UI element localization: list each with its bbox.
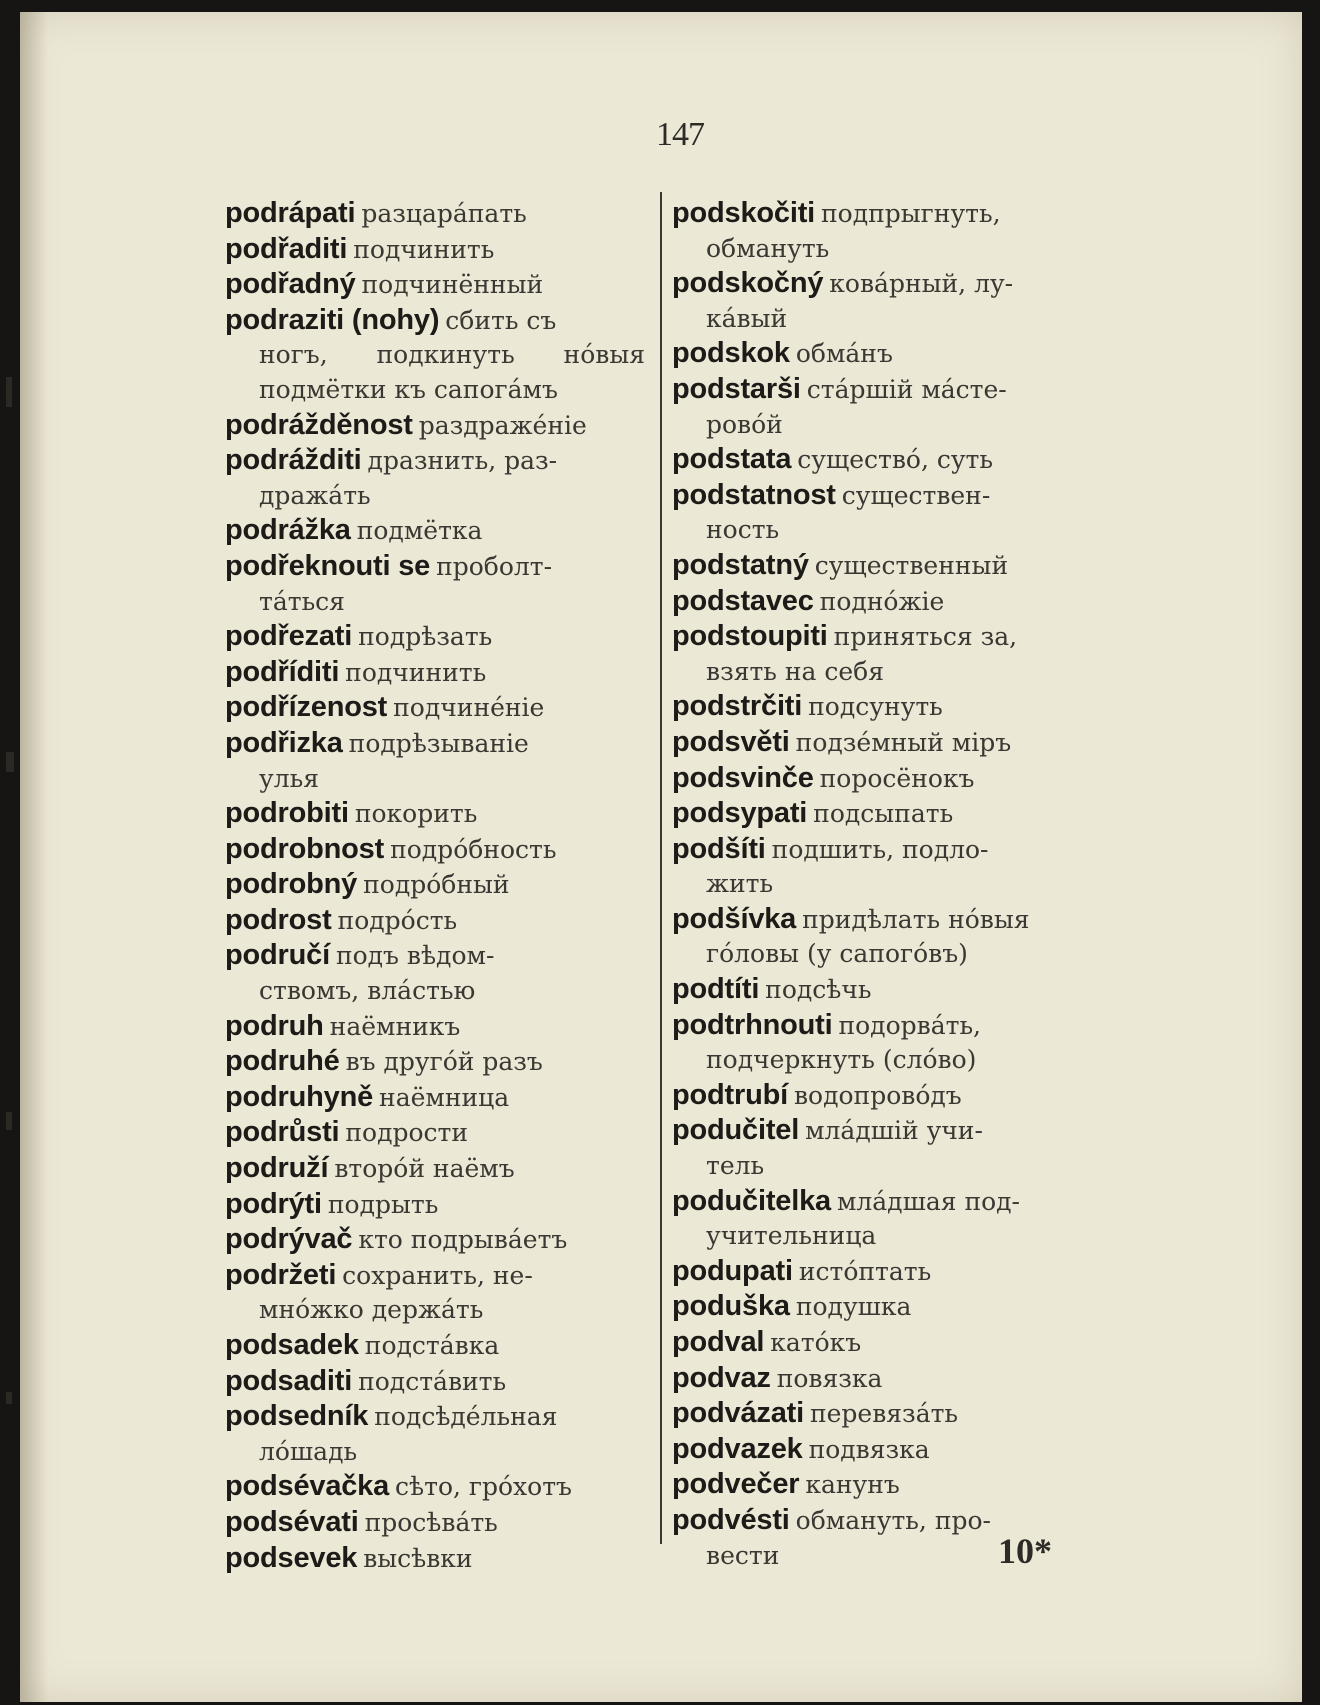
headword: podřaditi — [225, 232, 348, 265]
headword: podstatný — [672, 548, 809, 581]
headword: podřízenost — [225, 691, 388, 724]
translation: подрѣзать — [358, 622, 493, 652]
spine-shadow — [20, 12, 48, 1702]
translation: подрости — [345, 1118, 469, 1148]
dictionary-entry — [672, 584, 1107, 620]
dictionary-entry — [672, 1008, 1107, 1078]
translation: раздражéніе — [418, 410, 587, 440]
dictionary-entry — [225, 1044, 645, 1080]
headword: podrýti — [225, 1187, 322, 1220]
translation: поросёнокъ — [819, 763, 975, 793]
headword: podvázati — [672, 1397, 804, 1430]
dictionary-entry — [225, 655, 645, 691]
headword: podstata — [672, 443, 792, 476]
headword: podšívka — [672, 902, 797, 935]
dictionary-entry — [225, 1115, 645, 1151]
headword: podstatnost — [672, 478, 836, 511]
dictionary-entry — [225, 796, 645, 832]
dictionary-entry — [225, 1328, 645, 1364]
dictionary-entry — [225, 1009, 645, 1045]
headword: podstrčiti — [672, 690, 803, 723]
translation: кто подрывáетъ — [358, 1225, 568, 1255]
dictionary-entry — [225, 549, 645, 619]
headword: poduška — [672, 1290, 790, 1323]
dictionary-entry — [225, 196, 645, 232]
headword: podržeti — [225, 1258, 337, 1291]
translation: перевязáть — [809, 1399, 959, 1429]
headword: podrývač — [225, 1223, 353, 1256]
dictionary-entry — [672, 372, 1107, 442]
margin-mark — [6, 377, 12, 407]
translation: существенный — [814, 550, 1009, 580]
translation: подсунуть — [808, 692, 943, 722]
translation: повязка — [776, 1363, 883, 1393]
headword: podříditi — [225, 655, 340, 688]
dictionary-entry — [225, 867, 645, 903]
translation: подсѣчь — [765, 975, 872, 1005]
translation: млáдшій учи- — [805, 1116, 983, 1146]
translation-continued: тáться — [259, 586, 345, 616]
left-column — [225, 196, 645, 1576]
dictionary-entry — [225, 1080, 645, 1116]
margin-mark — [6, 1392, 12, 1404]
translation-continued: жить — [706, 869, 774, 899]
dictionary-entry — [672, 1396, 1107, 1432]
headword: podruží — [225, 1152, 329, 1185]
headword: podruhyně — [225, 1080, 374, 1113]
headword: podřezati — [225, 620, 353, 653]
dictionary-entry — [672, 1078, 1107, 1114]
dictionary-entry — [225, 1151, 645, 1187]
dictionary-entry — [225, 726, 645, 796]
translation-continued: подчеркнуть (слóво) — [706, 1045, 977, 1075]
translation: наёмникъ — [329, 1011, 461, 1041]
headword: podrápati — [225, 197, 356, 229]
dictionary-entry — [672, 689, 1107, 725]
translation-continued: мнóжко держáть — [259, 1295, 484, 1325]
translation: высѣвки — [363, 1543, 473, 1573]
translation-continued: ствомъ, влáстью — [259, 976, 476, 1006]
dictionary-entry — [672, 442, 1107, 478]
translation: подзéмный міръ — [795, 727, 1012, 757]
dictionary-entry — [672, 336, 1107, 372]
headword: podřadný — [225, 268, 356, 301]
headword: podučitelka — [672, 1184, 831, 1217]
headword: podskočný — [672, 267, 824, 300]
headword: podvečer — [672, 1468, 800, 1501]
translation: сохранить, не- — [342, 1260, 533, 1290]
translation: млáдшая под- — [836, 1186, 1020, 1216]
dictionary-entry — [672, 832, 1107, 902]
headword: podrobiti — [225, 797, 349, 830]
dictionary-entry — [672, 1361, 1107, 1397]
headword: podsévati — [225, 1505, 359, 1538]
translation: въ другóй разъ — [345, 1047, 543, 1077]
translation: подушка — [795, 1292, 912, 1322]
translation: подрѣзываніе — [348, 728, 529, 758]
headword: podřeknouti se — [225, 549, 431, 582]
dictionary-entry — [225, 1399, 645, 1469]
margin-mark — [6, 1112, 12, 1130]
page-number: 147 — [656, 116, 704, 153]
dictionary-entry — [225, 232, 645, 268]
translation-continued: кáвый — [706, 303, 788, 333]
translation-continued: обмануть — [706, 233, 830, 263]
headword: podrůsti — [225, 1116, 340, 1149]
headword: podrážka — [225, 514, 351, 547]
dictionary-entry — [672, 902, 1107, 972]
dictionary-entry — [672, 1184, 1107, 1254]
translation-continued: улья — [259, 763, 319, 793]
translation: поднóжіе — [819, 586, 945, 616]
translation: подчинéніе — [393, 693, 545, 723]
dictionary-entry — [225, 1258, 645, 1328]
translation: подчинённый — [361, 270, 544, 300]
dictionary-entry — [672, 1254, 1107, 1290]
translation-continued: ногъ, подкинуть нóвыя подмётки къ сапогáмъ — [259, 340, 645, 404]
translation: разцарáпать — [361, 199, 527, 228]
headword: podrážděnost — [225, 408, 413, 441]
dictionary-entry — [225, 1222, 645, 1258]
dictionary-entry — [672, 1325, 1107, 1361]
translation-continued: лóшадь — [259, 1436, 358, 1466]
headword: podsvěti — [672, 725, 790, 758]
headword: podtrubí — [672, 1078, 788, 1111]
dictionary-entry — [672, 725, 1107, 761]
headword: podřizka — [225, 726, 343, 759]
headword: podsvinče — [672, 761, 814, 794]
translation-continued: тель — [706, 1151, 765, 1181]
translation: дразнить, раз- — [367, 446, 558, 476]
translation: сбить съ — [445, 305, 557, 335]
translation: приняться за, — [833, 622, 1018, 652]
dictionary-entry — [672, 196, 1107, 266]
headword: podruh — [225, 1009, 324, 1042]
translation: стáршій мáсте- — [806, 374, 1007, 404]
translation: существó, суть — [797, 445, 994, 475]
dictionary-entry — [225, 408, 645, 444]
headword: podučitel — [672, 1114, 800, 1147]
headword: podrost — [225, 903, 332, 936]
translation: проболт- — [436, 551, 553, 581]
dictionary-entry — [225, 832, 645, 868]
dictionary-entry — [672, 761, 1107, 797]
dictionary-entry — [225, 303, 645, 408]
translation: ковáрный, лу- — [829, 269, 1014, 299]
headword: podskok — [672, 337, 790, 370]
headword: podsaditi — [225, 1364, 353, 1397]
translation-continued: дражáть — [259, 480, 371, 510]
translation-continued: ность — [706, 515, 780, 545]
dictionary-entry — [672, 972, 1107, 1008]
dictionary-entry — [225, 619, 645, 655]
translation: обмáнъ — [795, 339, 893, 369]
headword: podruhé — [225, 1045, 340, 1078]
translation: канунъ — [805, 1470, 900, 1500]
translation: подсѣдéльная — [374, 1402, 558, 1432]
dictionary-entry — [225, 1541, 645, 1577]
translation-continued: учительница — [706, 1221, 877, 1251]
dictionary-entry — [225, 903, 645, 939]
headword: područí — [225, 939, 330, 972]
dictionary-entry — [225, 938, 645, 1008]
translation: подсыпать — [813, 799, 954, 829]
translation-continued: гóловы (у сапогóвъ) — [706, 939, 968, 969]
translation: придѣлать нóвыя — [802, 904, 1030, 934]
headword: podtíti — [672, 973, 760, 1006]
headword: podrobný — [225, 868, 358, 901]
headword: podraziti (nohy) — [225, 303, 440, 336]
headword: podval — [672, 1326, 765, 1358]
margin-mark — [6, 752, 14, 772]
translation-continued: взять на себя — [706, 656, 885, 686]
dictionary-entry — [672, 1467, 1107, 1503]
translation: истóптать — [798, 1256, 932, 1286]
dictionary-page — [20, 12, 1302, 1702]
translation: подстáвить — [358, 1366, 507, 1396]
dictionary-entry — [672, 1289, 1107, 1325]
dictionary-entry — [225, 1187, 645, 1223]
headword: podskočiti — [672, 197, 816, 229]
headword: podrážditi — [225, 444, 362, 477]
translation-continued: ровóй — [706, 409, 783, 439]
headword: podvazek — [672, 1432, 803, 1465]
translation: сѣто, грóхотъ — [395, 1472, 572, 1502]
translation: подмётка — [356, 516, 483, 546]
headword: podtrhnouti — [672, 1008, 833, 1041]
dictionary-entry — [672, 478, 1107, 548]
headword: podsypati — [672, 797, 808, 830]
headword: podsedník — [225, 1400, 369, 1433]
dictionary-entry — [672, 548, 1107, 584]
dictionary-entry — [225, 443, 645, 513]
dictionary-entry — [672, 266, 1107, 336]
translation: вторóй наёмъ — [334, 1154, 515, 1184]
headword: podupati — [672, 1254, 793, 1287]
signature-mark: 10* — [998, 1531, 1052, 1571]
translation: наёмница — [379, 1082, 510, 1112]
headword: podvaz — [672, 1361, 771, 1394]
translation: подчинить — [345, 657, 487, 687]
headword: podstavec — [672, 584, 814, 617]
translation: подорвáть, — [838, 1010, 981, 1040]
column-divider — [660, 192, 662, 1544]
translation: подрыть — [327, 1189, 439, 1219]
translation: катóкъ — [770, 1328, 862, 1357]
dictionary-entry — [225, 1364, 645, 1400]
headword: podšíti — [672, 832, 766, 865]
right-column — [672, 196, 1107, 1573]
dictionary-entry — [225, 1469, 645, 1505]
translation: подчинить — [353, 234, 495, 264]
translation: обмануть, про- — [795, 1505, 991, 1535]
dictionary-entry — [225, 267, 645, 303]
translation: подпрыгнуть, — [821, 199, 1001, 228]
translation-continued: вести — [706, 1540, 780, 1570]
headword: podsadek — [225, 1329, 359, 1361]
dictionary-entry — [225, 690, 645, 726]
headword: podrobnost — [225, 832, 385, 865]
translation: водопровóдъ — [793, 1080, 962, 1110]
dictionary-entry — [672, 796, 1107, 832]
headword: podvésti — [672, 1503, 790, 1536]
translation: существен- — [841, 480, 991, 510]
dictionary-entry — [225, 1505, 645, 1541]
headword: podstarši — [672, 372, 801, 405]
translation: подшить, подло- — [771, 834, 989, 864]
translation: подстáвка — [364, 1331, 500, 1360]
dictionary-entry — [672, 619, 1107, 689]
dictionary-entry — [225, 513, 645, 549]
translation: подрóсть — [337, 905, 458, 935]
translation: подъ вѣдом- — [335, 941, 495, 971]
headword: podsevek — [225, 1541, 358, 1574]
translation: просѣвáть — [364, 1507, 498, 1537]
translation: подрóбность — [390, 834, 557, 864]
translation: покорить — [354, 799, 478, 829]
headword: podstoupiti — [672, 620, 828, 653]
dictionary-entry — [672, 1432, 1107, 1468]
dictionary-entry — [672, 1113, 1107, 1183]
translation: подрóбный — [363, 870, 510, 900]
headword: podsévačka — [225, 1470, 390, 1503]
translation: подвязка — [808, 1434, 930, 1464]
